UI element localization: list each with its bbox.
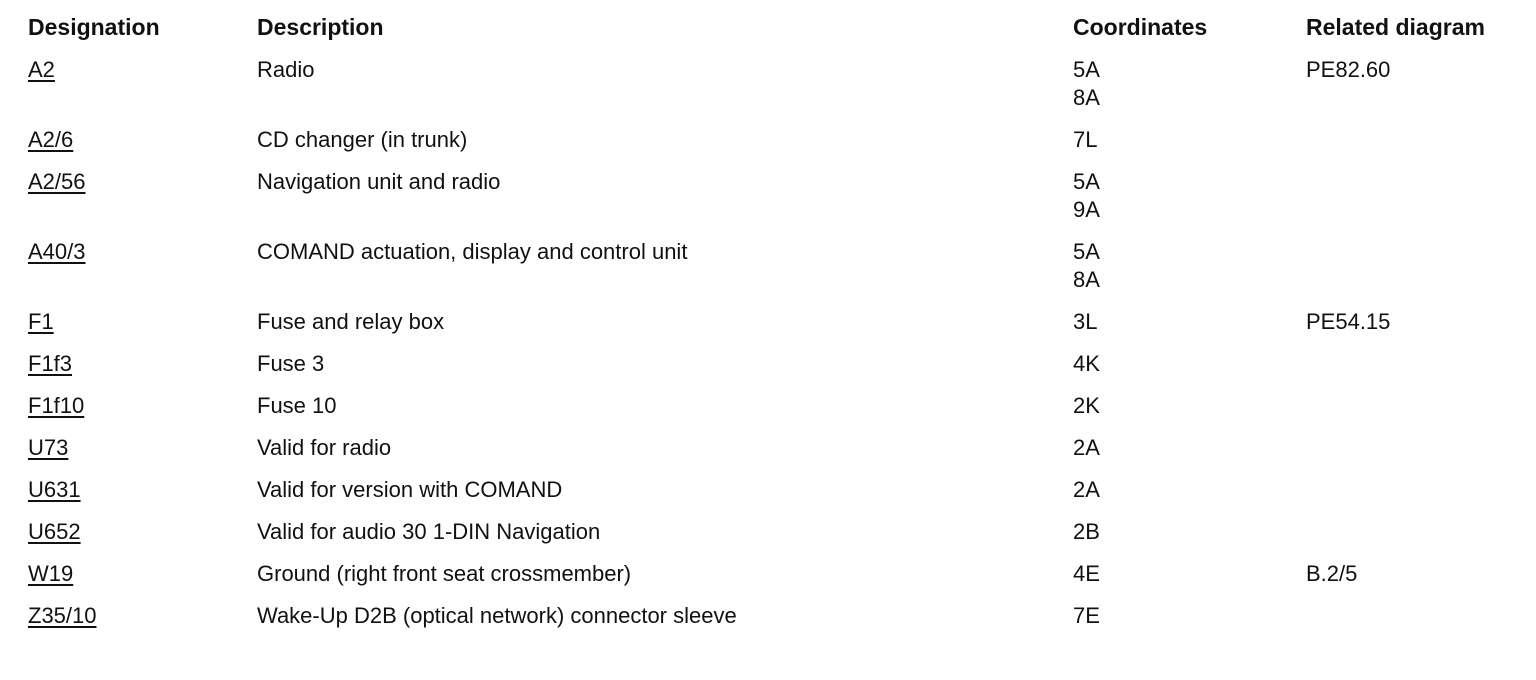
table-row <box>28 602 1528 644</box>
component-table <box>28 12 1528 644</box>
designation-link[interactable]: W19 <box>28 561 74 586</box>
coordinates-cell <box>1073 126 1097 154</box>
designation-link[interactable]: F1 <box>28 309 54 334</box>
table-row <box>28 56 1528 126</box>
coordinate-value: 2B <box>1073 519 1100 544</box>
header-related-diagram: Related diagram <box>1306 14 1485 40</box>
designation-link[interactable]: Z35/10 <box>28 603 97 628</box>
related-diagram-cell: PE82.60 <box>1306 57 1391 82</box>
table-row <box>28 476 1528 518</box>
coordinate-value: 7L <box>1073 127 1098 152</box>
designation-link[interactable]: U631 <box>28 477 81 502</box>
coordinate-value: 7E <box>1073 603 1100 628</box>
coordinates-cell <box>1073 238 1100 294</box>
coordinate-value: 2K <box>1073 393 1100 418</box>
table-row <box>28 392 1528 434</box>
description-cell: Ground (right front seat crossmember) <box>257 561 632 586</box>
description-cell: Valid for version with COMAND <box>257 477 563 502</box>
coordinates-cell <box>1073 350 1100 378</box>
description-cell: Navigation unit and radio <box>257 169 501 194</box>
coordinate-value: 5A <box>1073 239 1100 264</box>
coordinate-value: 8A <box>1073 85 1100 110</box>
table-row <box>28 308 1528 350</box>
coordinate-value: 4E <box>1073 561 1100 586</box>
description-cell: Radio <box>257 57 315 82</box>
header-description: Description <box>257 14 384 40</box>
coordinates-cell <box>1073 392 1100 420</box>
description-cell: Fuse 3 <box>257 351 325 376</box>
designation-link[interactable]: F1f3 <box>28 351 73 376</box>
coordinates-cell <box>1073 434 1100 462</box>
coordinate-value: 9A <box>1073 197 1100 222</box>
coordinate-value: 2A <box>1073 477 1100 502</box>
description-cell: COMAND actuation, display and control unit <box>257 239 688 264</box>
coordinate-value: 8A <box>1073 267 1100 292</box>
table-row <box>28 168 1528 238</box>
related-diagram-cell: PE54.15 <box>1306 309 1391 334</box>
related-diagram-cell: B.2/5 <box>1306 561 1358 586</box>
designation-link[interactable]: A2 <box>28 57 55 82</box>
coordinates-cell <box>1073 476 1100 504</box>
coordinate-value: 5A <box>1073 169 1100 194</box>
coordinate-value: 2A <box>1073 435 1100 460</box>
table-row <box>28 518 1528 560</box>
designation-link[interactable]: A2/6 <box>28 127 74 152</box>
designation-link[interactable]: A40/3 <box>28 239 86 264</box>
coordinates-cell <box>1073 518 1100 546</box>
table-row <box>28 350 1528 392</box>
coordinate-value: 5A <box>1073 57 1100 82</box>
table-header <box>28 12 1528 56</box>
coordinates-cell <box>1073 602 1100 630</box>
coordinates-cell <box>1073 56 1100 112</box>
coordinates-cell <box>1073 308 1097 336</box>
description-cell: Fuse and relay box <box>257 309 445 334</box>
table-row <box>28 238 1528 308</box>
description-cell: Wake-Up D2B (optical network) connector sleeve <box>257 603 737 628</box>
table-row <box>28 560 1528 602</box>
designation-link[interactable]: A2/56 <box>28 169 86 194</box>
table-row <box>28 126 1528 168</box>
coordinate-value: 3L <box>1073 309 1098 334</box>
designation-link[interactable]: U73 <box>28 435 69 460</box>
description-cell: CD changer (in trunk) <box>257 127 468 152</box>
description-cell: Valid for radio <box>257 435 392 460</box>
header-designation: Designation <box>28 14 160 40</box>
description-cell: Valid for audio 30 1-DIN Navigation <box>257 519 601 544</box>
description-cell: Fuse 10 <box>257 393 337 418</box>
coordinates-cell <box>1073 168 1100 224</box>
designation-link[interactable]: F1f10 <box>28 393 85 418</box>
coordinate-value: 4K <box>1073 351 1100 376</box>
header-coordinates: Coordinates <box>1073 14 1208 40</box>
coordinates-cell <box>1073 560 1100 588</box>
table-row <box>28 434 1528 476</box>
designation-link[interactable]: U652 <box>28 519 81 544</box>
